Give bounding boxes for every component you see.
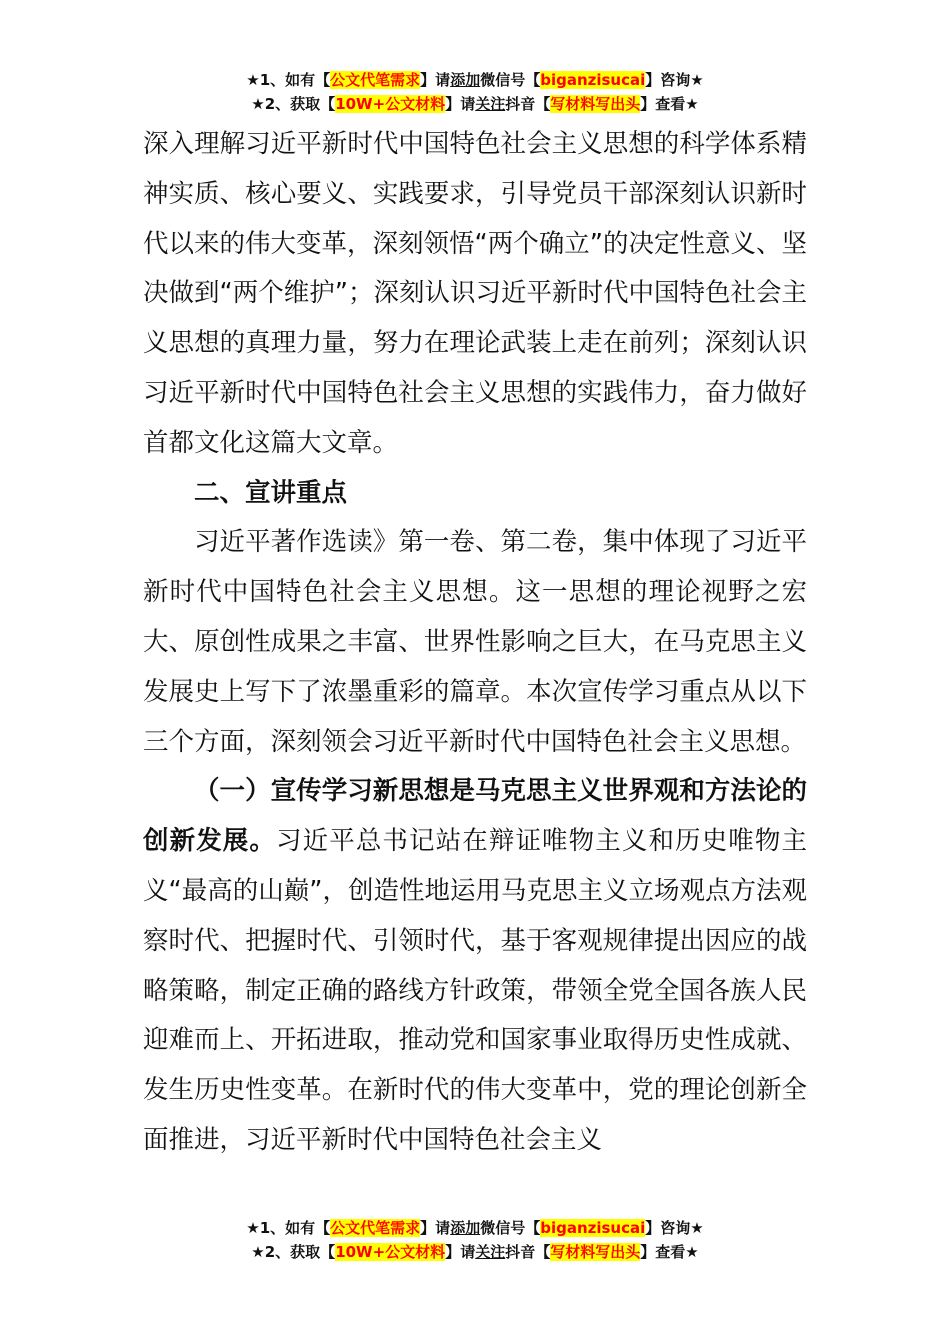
banner-text: ★2、获取【 xyxy=(251,95,336,113)
item-1-title: （一）宣传学习新思想是马克思主义世界观和方法论的创新发展。 xyxy=(143,776,807,857)
section-heading: 二、宣讲重点 xyxy=(194,477,348,508)
banner-text: ★2、获取【 xyxy=(251,1243,336,1261)
banner-text: 】咨询★ xyxy=(645,1219,704,1237)
banner-text: 】请 xyxy=(445,95,476,113)
paragraph-focus: 习近平著作选读》第一卷、第二卷，集中体现了习近平新时代中国特色社会主义思想。这一思想的理论视野之宏大、原创性成果之丰富、世界性影响之巨大，在马克思主义发展史上写下了浓墨重彩的篇章。本次宣传学习重点从以下三个方面，深刻领会习近平新时代中国特色社会主义思想。 xyxy=(143,527,807,757)
banner-highlight: 写材料写出头 xyxy=(550,1243,641,1261)
banner-text: 微信号【 xyxy=(480,71,541,89)
banner-underline: 关注 xyxy=(475,95,506,113)
footer-banner xyxy=(0,1216,950,1264)
banner-line-1 xyxy=(0,68,950,92)
banner-highlight: biganzisucai xyxy=(540,1219,646,1237)
paragraph-item-1 xyxy=(143,767,807,1165)
banner-text: 抖音【 xyxy=(505,95,551,113)
document-body xyxy=(143,120,807,1166)
banner-underline: 添加 xyxy=(450,71,481,89)
banner-highlight: 公文代笔需求 xyxy=(330,71,421,89)
banner-text: 】请 xyxy=(420,1219,451,1237)
banner-text: ★1、如有【 xyxy=(246,71,331,89)
banner-text: 】查看★ xyxy=(640,1243,699,1261)
banner-line-2 xyxy=(0,1240,950,1264)
banner-text: 微信号【 xyxy=(480,1219,541,1237)
banner-text: 】查看★ xyxy=(640,95,699,113)
paragraph-continued: 深入理解习近平新时代中国特色社会主义思想的科学体系精神实质、核心要义、实践要求，引导党员干部深刻认识新时代以来的伟大变革，深刻领悟“两个确立”的决定性意义、坚决做到“两个维护”；深刻认识习近平新时代中国特色社会主义思想的真理力量，努力在理论武装上走在前列；深刻认识习近平新时代中国特色社会主义思想的实践伟力，奋力做好首都文化这篇大文章。 xyxy=(143,129,807,458)
banner-highlight: 公文代笔需求 xyxy=(330,1219,421,1237)
banner-text: ★1、如有【 xyxy=(246,1219,331,1237)
item-1-body: 习近平总书记站在辩证唯物主义和历史唯物主义“最高的山巅”，创造性地运用马克思主义立场观点方法观察时代、把握时代、引领时代，基于客观规律提出因应的战略策略，制定正确的路线方针政策，带领全党全国各族人民迎难而上、开拓进取，推动党和国家事业取得历史性成就、发生历史性变革。在新时代的伟大变革中，党的理论创新全面推进，习近平新时代中国特色社会主义 xyxy=(143,826,807,1155)
banner-line-2 xyxy=(0,92,950,116)
banner-highlight: 写材料写出头 xyxy=(550,95,641,113)
banner-text: 】请 xyxy=(420,71,451,89)
banner-line-1 xyxy=(0,1216,950,1240)
banner-text: 】请 xyxy=(445,1243,476,1261)
banner-highlight: 10W+公文材料 xyxy=(335,95,446,113)
header-banner xyxy=(0,68,950,116)
banner-highlight: 10W+公文材料 xyxy=(335,1243,446,1261)
banner-underline: 添加 xyxy=(450,1219,481,1237)
banner-highlight: biganzisucai xyxy=(540,71,646,89)
banner-text: 】咨询★ xyxy=(645,71,704,89)
banner-text: 抖音【 xyxy=(505,1243,551,1261)
banner-underline: 关注 xyxy=(475,1243,506,1261)
